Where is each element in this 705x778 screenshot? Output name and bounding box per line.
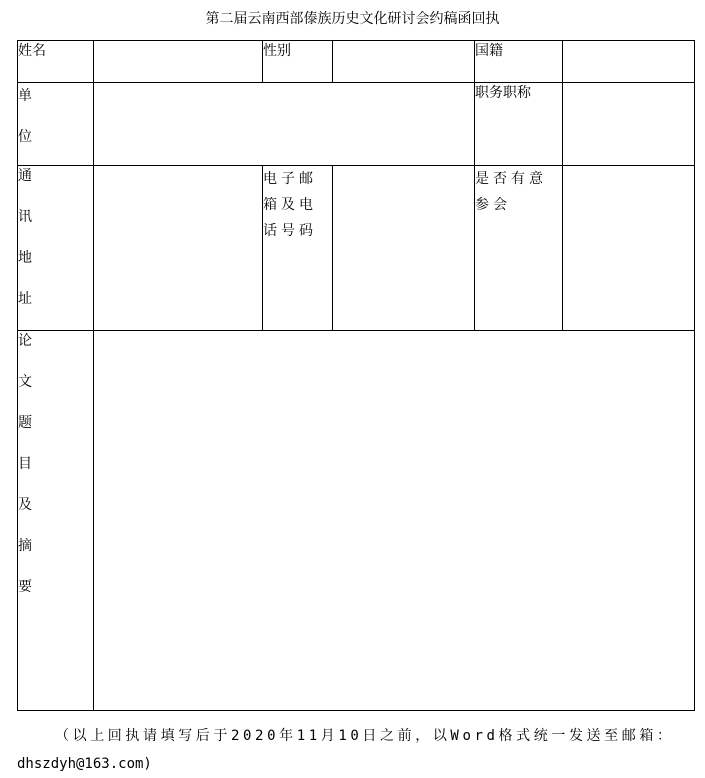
name-field[interactable] xyxy=(94,41,263,83)
unit-label: 单 位 xyxy=(18,83,94,166)
position-label: 职务职称 xyxy=(475,83,563,166)
paper-field[interactable] xyxy=(94,331,695,711)
attend-field[interactable] xyxy=(563,166,695,331)
paper-label: 论 文 题 目 及 摘 要 xyxy=(18,331,94,711)
gender-field[interactable] xyxy=(333,41,475,83)
reply-form-table xyxy=(17,40,695,711)
note-line-1: （以上回执请填写后于2020年11月10日之前，以Word格式统一发送至邮箱： xyxy=(55,728,675,744)
address-label: 通 讯 地 址 xyxy=(18,166,94,331)
submission-note xyxy=(17,722,697,778)
note-line-2: dhszdyh@163.com) xyxy=(17,756,152,772)
address-field[interactable] xyxy=(94,166,263,331)
unit-field[interactable] xyxy=(94,83,475,166)
nationality-field[interactable] xyxy=(563,41,695,83)
contact-label: 电子邮箱及电话号码 xyxy=(263,166,333,331)
gender-label: 性别 xyxy=(263,41,333,83)
attend-label: 是否有意参会 xyxy=(475,166,563,331)
page-title: 第二届云南西部傣族历史文化研讨会约稿函回执 xyxy=(205,11,500,27)
nationality-label: 国籍 xyxy=(475,41,563,83)
name-label: 姓名 xyxy=(18,41,94,83)
contact-field[interactable] xyxy=(333,166,475,331)
position-field[interactable] xyxy=(563,83,695,166)
